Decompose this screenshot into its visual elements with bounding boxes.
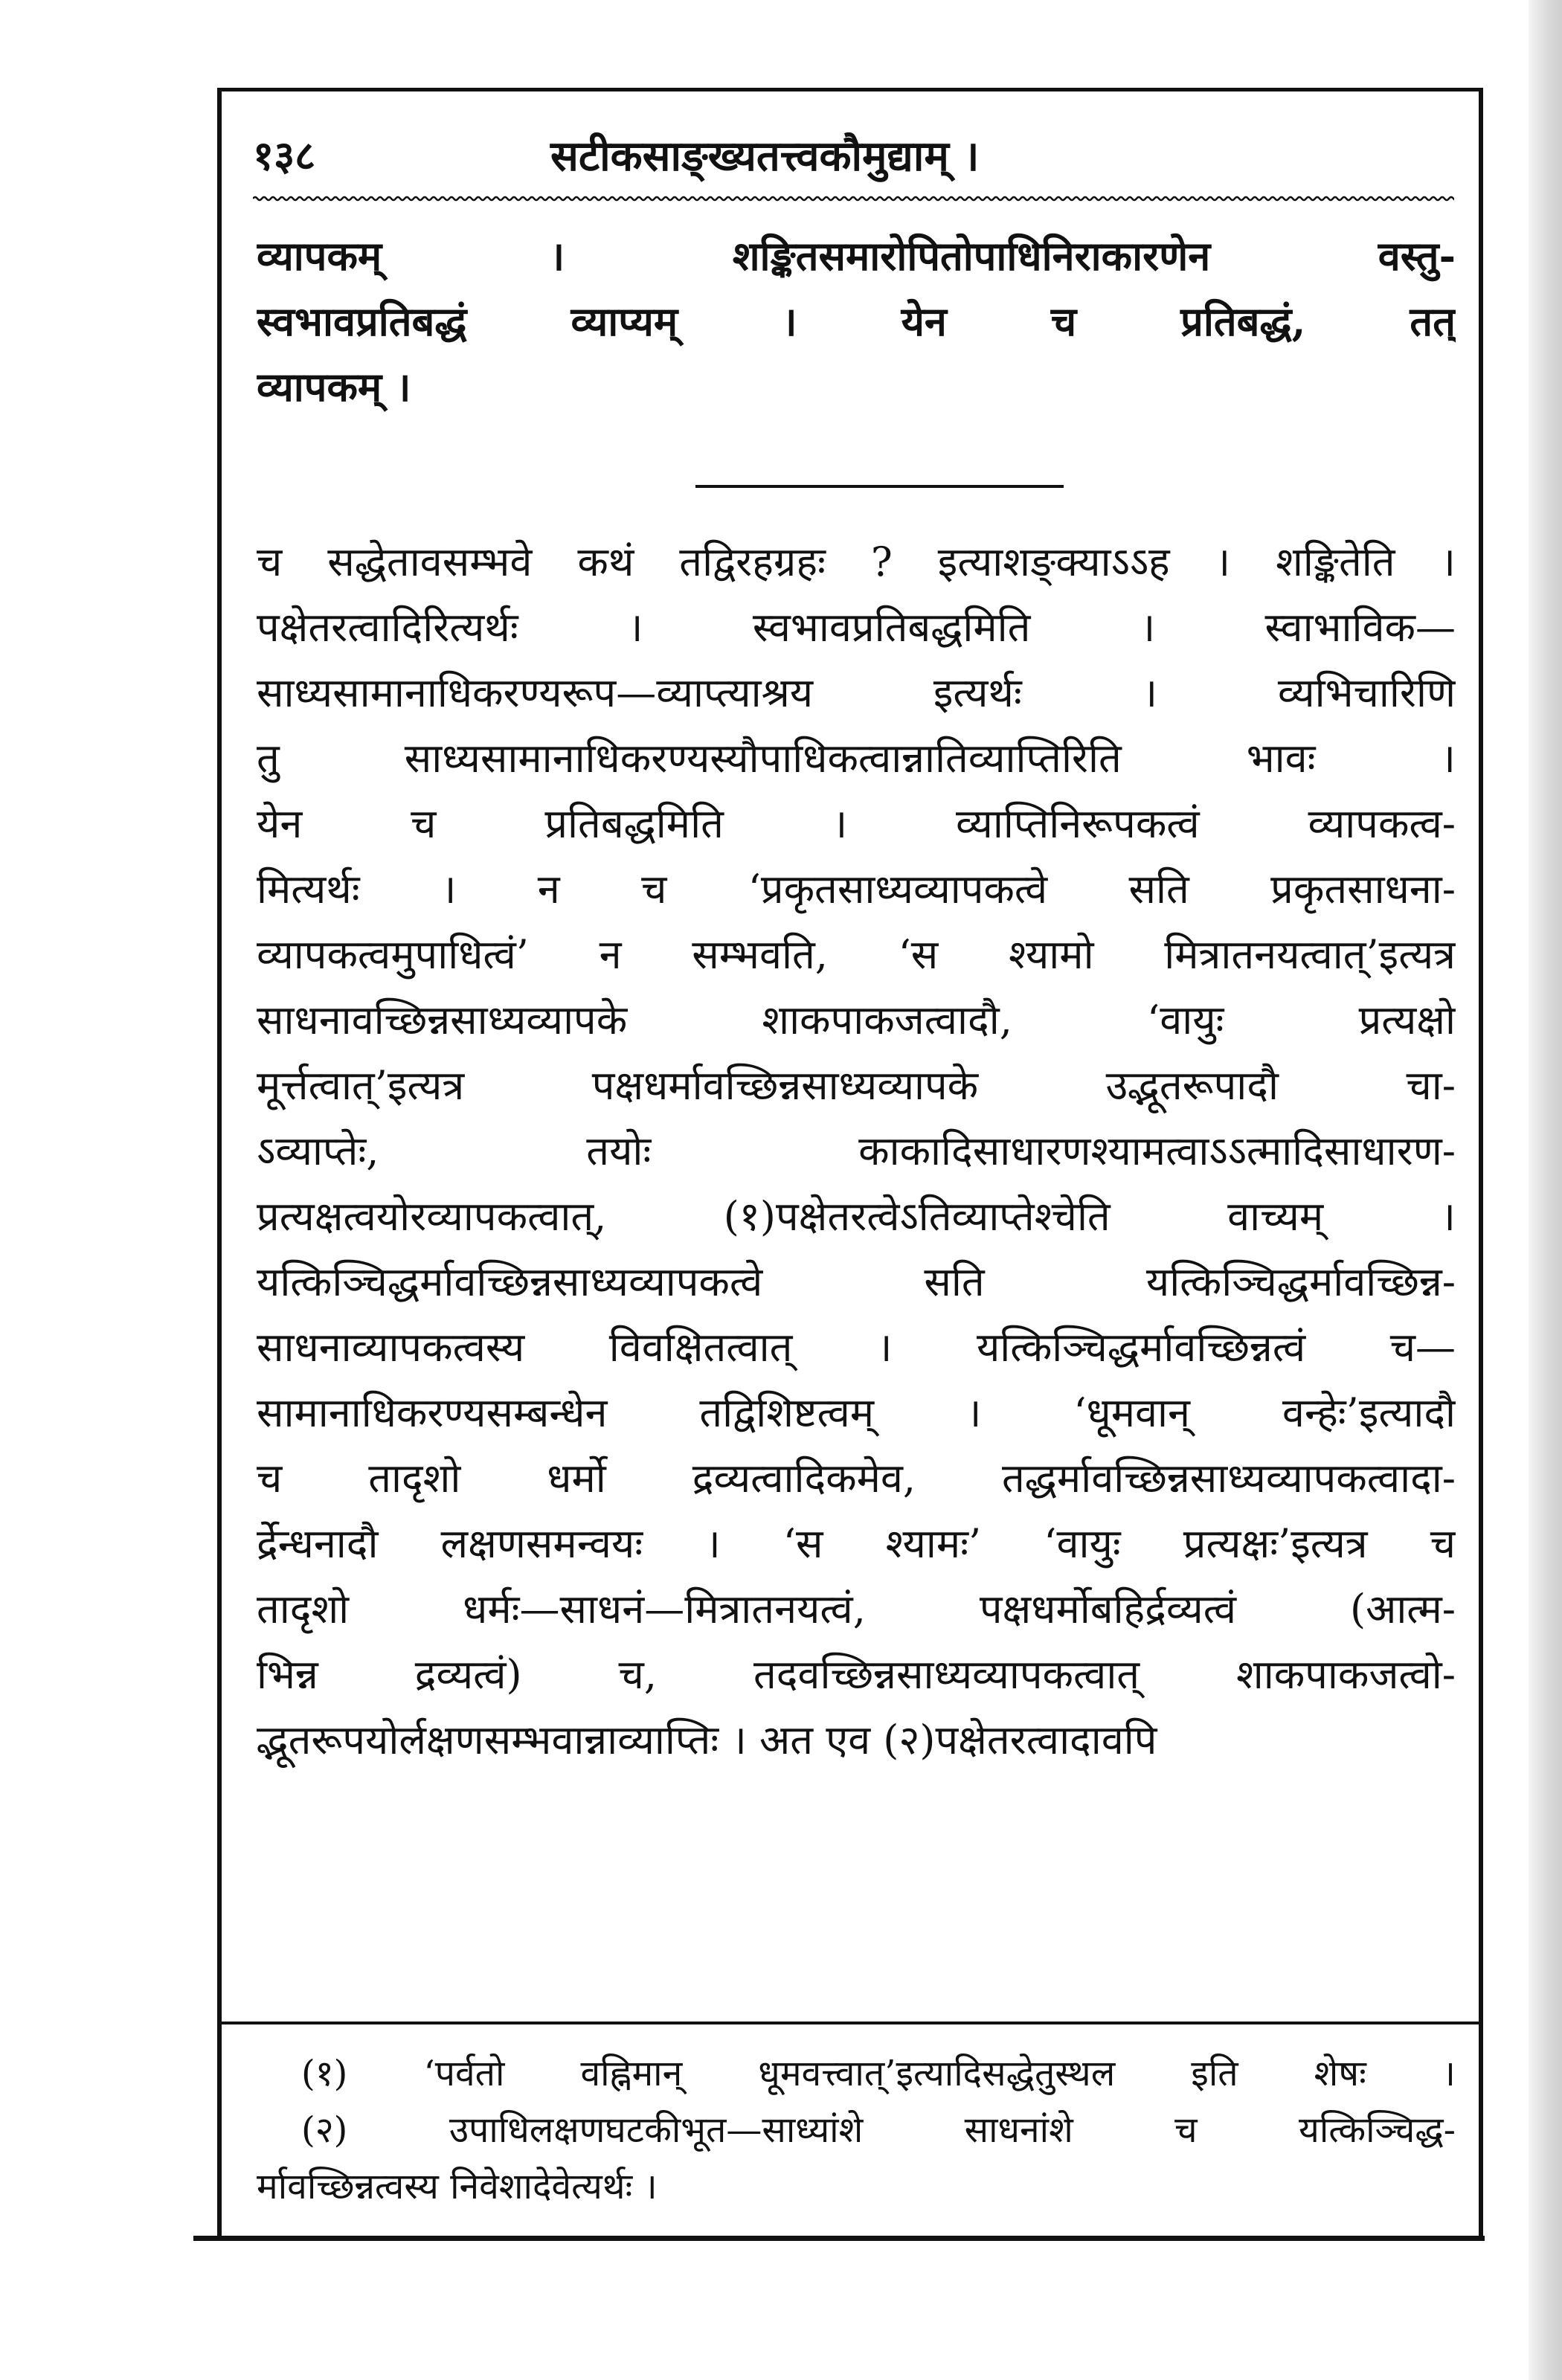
commentary-line: तादृशो धर्मः—साधनं—मित्रातनयत्वं, पक्षधर्मोबहिर्द्रव्यत्वं (आत्म- bbox=[257, 1586, 1456, 1633]
commentary-line: साध्यसामानाधिकरण्यरूप—व्याप्त्याश्रय इत्यर्थः । व्यभिचारिणि bbox=[257, 669, 1456, 716]
commentary-line: भिन्न द्रव्यत्वं) च, तदवच्छिन्नसाध्यव्यापकत्वात् शाकपाकजत्वो- bbox=[257, 1651, 1456, 1698]
commentary-line: प्रत्यक्षत्वयोरव्यापकत्वात्, (१)पक्षेतरत्वेऽतिव्याप्तेश्चेति वाच्यम् । bbox=[257, 1193, 1456, 1240]
commentary-line: साधनावच्छिन्नसाध्यव्यापके शाकपाकजत्वादौ, ‘वायुः प्रत्यक्षो bbox=[257, 997, 1456, 1043]
scan-shadow-edge bbox=[1529, 0, 1562, 2380]
footnote-1: (१) ‘पर्वतो वह्निमान् धूमवत्त्वात्’इत्यादिसद्धेतुस्थल इति शेषः । bbox=[301, 2053, 1456, 2094]
commentary-line: यत्किञ्चिद्धर्मावच्छिन्नसाध्यव्यापकत्वे सति यत्किञ्चिद्धर्मावच्छिन्न- bbox=[257, 1258, 1456, 1305]
footnote-divider bbox=[217, 2022, 1483, 2024]
commentary-line: पक्षेतरत्वादिरित्यर्थः । स्वभावप्रतिबद्धमिति । स्वाभाविक— bbox=[257, 604, 1456, 651]
commentary-line: तु साध्यसामानाधिकरण्यस्यौपाधिकत्वान्नातिव्याप्तिरिति भावः । bbox=[257, 735, 1456, 782]
commentary-line: साधनाव्यापकत्वस्य विवक्षितत्वात् । यत्किञ्चिद्धर्मावच्छिन्नत्वं च— bbox=[257, 1324, 1456, 1371]
main-text-line: व्यापकम् । शङ्कितसमारोपितोपाधिनिराकारणेन वस्तु- bbox=[257, 232, 1456, 280]
commentary-line: व्यापकत्वमुपाधित्वं’ न सम्भवति, ‘स श्यामो मित्रातनयत्वात्’इत्यत्र bbox=[257, 931, 1456, 978]
page-number: १३८ bbox=[253, 132, 316, 179]
main-text bbox=[257, 223, 1456, 419]
main-text-line: स्वभावप्रतिबद्धं व्याप्यम् । येन च प्रतिबद्धं, तत् bbox=[257, 298, 1456, 345]
header-wavy-rule bbox=[253, 195, 1454, 202]
commentary-line: मूर्त्तत्वात्’इत्यत्र पक्षधर्मावच्छिन्नसाध्यव्यापके उद्भूतरूपादौ चा- bbox=[257, 1062, 1456, 1109]
page-frame-bottom-rule bbox=[193, 2236, 1485, 2241]
section-divider bbox=[695, 485, 1064, 488]
commentary-line: र्द्रेन्धनादौ लक्षणसमन्वयः । ‘स श्यामः’ ‘वायुः प्रत्यक्षः’इत्यत्र च bbox=[257, 1520, 1456, 1567]
main-text-line: व्यापकम् । bbox=[257, 363, 411, 411]
running-title: सटीकसाङ्ख्यतत्त्वकौमुद्याम् । bbox=[550, 132, 980, 181]
commentary-line: सामानाधिकरण्यसम्बन्धेन तद्विशिष्टत्वम् । ‘धूमवान् वन्हेः’इत्यादौ bbox=[257, 1389, 1456, 1436]
commentary-line: द्भूतरूपयोर्लक्षणसम्भवान्नाव्याप्तिः । अत एव (२)पक्षेतरत्वादावपि bbox=[257, 1717, 1157, 1763]
footnote-2-continuation: र्मावच्छिन्नत्वस्य निवेशादेवेत्यर्थः । bbox=[257, 2166, 658, 2207]
commentary-line: मित्यर्थः । न च ‘प्रकृतसाध्यव्यापकत्वे सति प्रकृतसाधना- bbox=[257, 866, 1456, 913]
footnote-2: (२) उपाधिलक्षणघटकीभूत—साध्यांशे साधनांशे च यत्किञ्चिद्ध- bbox=[301, 2109, 1456, 2151]
commentary-line: च तादृशो धर्मो द्रव्यत्वादिकमेव, तद्धर्मावच्छिन्नसाध्यव्यापकत्वादा- bbox=[257, 1455, 1456, 1502]
commentary-line: ऽव्याप्तेः, तयोः काकादिसाधारणश्यामत्वाऽऽत्मादिसाधारण- bbox=[257, 1128, 1456, 1174]
commentary-line: येन च प्रतिबद्धमिति । व्याप्तिनिरूपकत्वं व्यापकत्व- bbox=[257, 800, 1456, 847]
page-header bbox=[253, 126, 1458, 186]
commentary-text bbox=[257, 530, 1456, 1773]
footnotes bbox=[257, 2045, 1456, 2215]
commentary-line: च सद्धेतावसम्भवे कथं तद्विरहग्रहः ? इत्याशङ्क्याऽऽह । शङ्कितेति । bbox=[257, 538, 1456, 585]
